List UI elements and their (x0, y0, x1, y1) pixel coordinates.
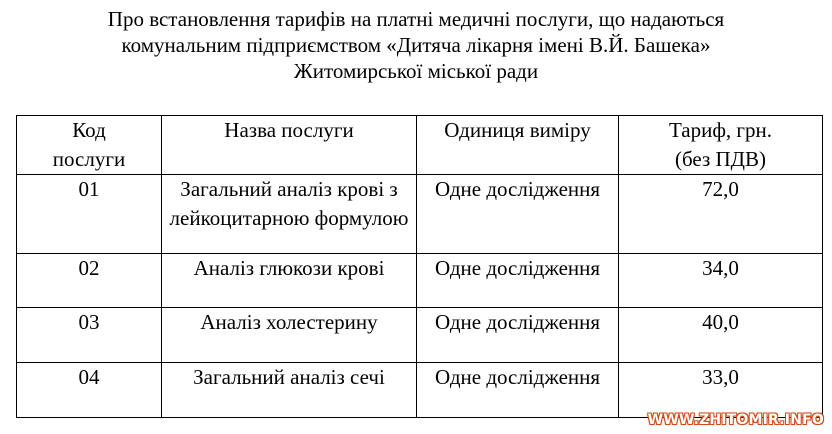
cell-price: 40,0 (619, 308, 823, 363)
cell-code: 02 (17, 254, 162, 308)
table-row (17, 254, 823, 308)
title-line-3: Житомирської міської ради (293, 59, 539, 83)
cell-unit: Одне дослідження (417, 308, 619, 363)
cell-price: 33,0 (619, 363, 823, 418)
cell-price: 72,0 (619, 175, 823, 254)
header-price-line-1: Тариф, грн. (668, 118, 773, 142)
site-watermark: WWW.ZHITOMIR.INFO (647, 412, 824, 428)
cell-name: Аналіз глюкози крові (162, 254, 417, 308)
tariffs-table (16, 115, 823, 418)
header-code-line-2: послуги (52, 147, 126, 171)
cell-unit: Одне дослідження (417, 175, 619, 254)
cell-code: 03 (17, 308, 162, 363)
table-row (17, 363, 823, 418)
table-row (17, 175, 823, 254)
header-name: Назва послуги (162, 116, 417, 175)
header-code-line-1: Код (72, 118, 106, 142)
cell-price: 34,0 (619, 254, 823, 308)
cell-code: 04 (17, 363, 162, 418)
title-line-2: комунальним підприємством «Дитяча лікарня імені В.Й. Башека» (121, 33, 711, 57)
header-price (619, 116, 823, 175)
header-price-line-2: (без ПДВ) (674, 147, 766, 171)
table-row (17, 308, 823, 363)
document-title (0, 6, 832, 84)
cell-unit: Одне дослідження (417, 363, 619, 418)
title-line-1: Про встановлення тарифів на платні медичні послуги, що надаються (107, 7, 725, 31)
cell-name: Загальний аналіз сечі (162, 363, 417, 418)
cell-code: 01 (17, 175, 162, 254)
cell-name: Аналіз холестерину (162, 308, 417, 363)
cell-unit: Одне дослідження (417, 254, 619, 308)
cell-name: Загальний аналіз крові з лейкоцитарною формулою (162, 175, 417, 254)
header-unit: Одиниця виміру (417, 116, 619, 175)
table-header-row (17, 116, 823, 175)
header-code (17, 116, 162, 175)
